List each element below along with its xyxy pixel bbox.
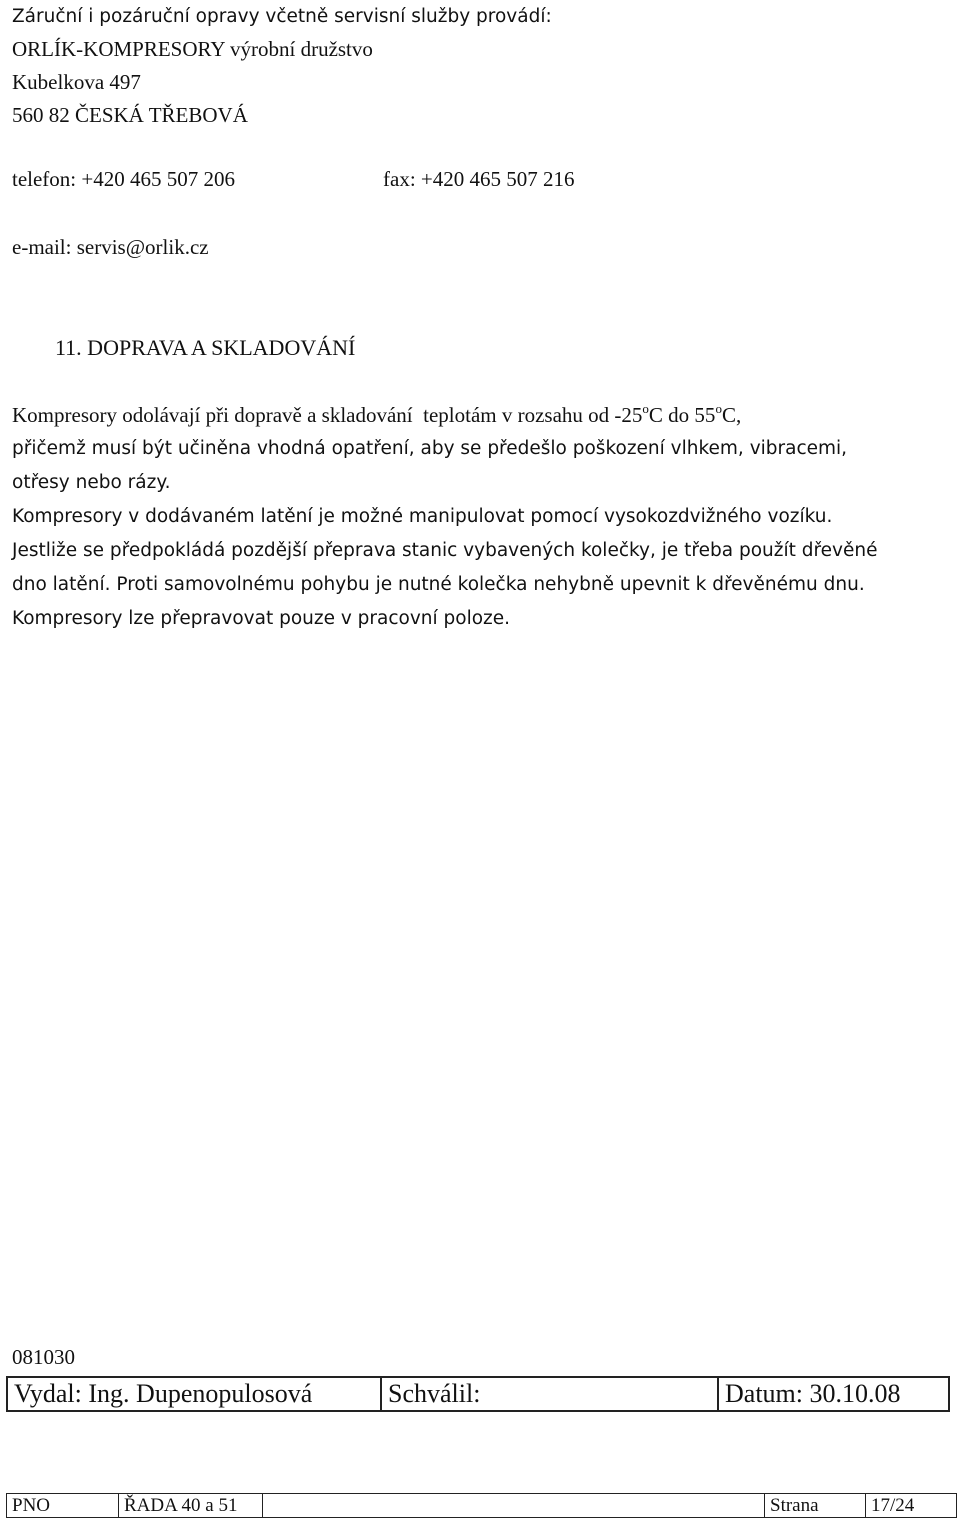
footer-page-number: 17/24	[866, 1494, 957, 1518]
issued-by: Vydal: Ing. Dupenopulosová	[7, 1377, 381, 1411]
city-address: 560 82 ČESKÁ TŘEBOVÁ	[12, 103, 248, 127]
footer-pno: PNO	[7, 1494, 119, 1518]
approved-by: Schválil:	[381, 1377, 718, 1411]
document-code: 081030	[12, 1345, 75, 1369]
footer-blank	[263, 1494, 765, 1518]
paragraph-line: Kompresory v dodávaném latění je možné manipulovat pomocí vysokozdvižného vozíku.	[12, 506, 833, 527]
paragraph-line: Kompresory lze přepravovat pouze v pracovní poloze.	[12, 608, 511, 629]
phone-number: telefon: +420 465 507 206	[12, 167, 235, 191]
email-address: e-mail: servis@orlik.cz	[12, 235, 209, 259]
street-address: Kubelkova 497	[12, 70, 141, 94]
section-title: 11. DOPRAVA A SKLADOVÁNÍ	[55, 335, 356, 360]
handling-paragraph	[12, 500, 950, 636]
issue-date: Datum: 30.10.08	[718, 1377, 949, 1411]
service-intro: Záruční i pozáruční opravy včetně servisní služby provádí:	[12, 6, 552, 27]
signature-table	[6, 1376, 950, 1412]
paragraph-line: otřesy nebo rázy.	[12, 472, 171, 493]
page-footer	[6, 1493, 957, 1518]
footer-page-label: Strana	[765, 1494, 866, 1518]
fax-number: fax: +420 465 507 216	[383, 167, 575, 191]
paragraph-line: přičemž musí být učiněna vhodná opatření, aby se předešlo poškození vlhkem, vibracemi,	[12, 438, 848, 459]
paragraph-line: Jestliže se předpokládá pozdější přeprava stanic vybavených kolečky, je třeba použít dřevěné	[12, 540, 878, 561]
footer-series: ŘADA 40 a 51	[119, 1494, 263, 1518]
company-name: ORLÍK-KOMPRESORY výrobní družstvo	[12, 37, 373, 61]
temperature-text: Kompresory odolávají při dopravě a skladování teplotám v rozsahu od -25$^o$C do 55$^o$C,	[12, 401, 742, 427]
service-address	[12, 0, 552, 132]
paragraph-line	[12, 398, 950, 432]
paragraph-line: dno latění. Proti samovolnému pohybu je nutné kolečka nehybně upevnit k dřevěnému dnu.	[12, 574, 865, 595]
transport-paragraph	[12, 398, 950, 500]
